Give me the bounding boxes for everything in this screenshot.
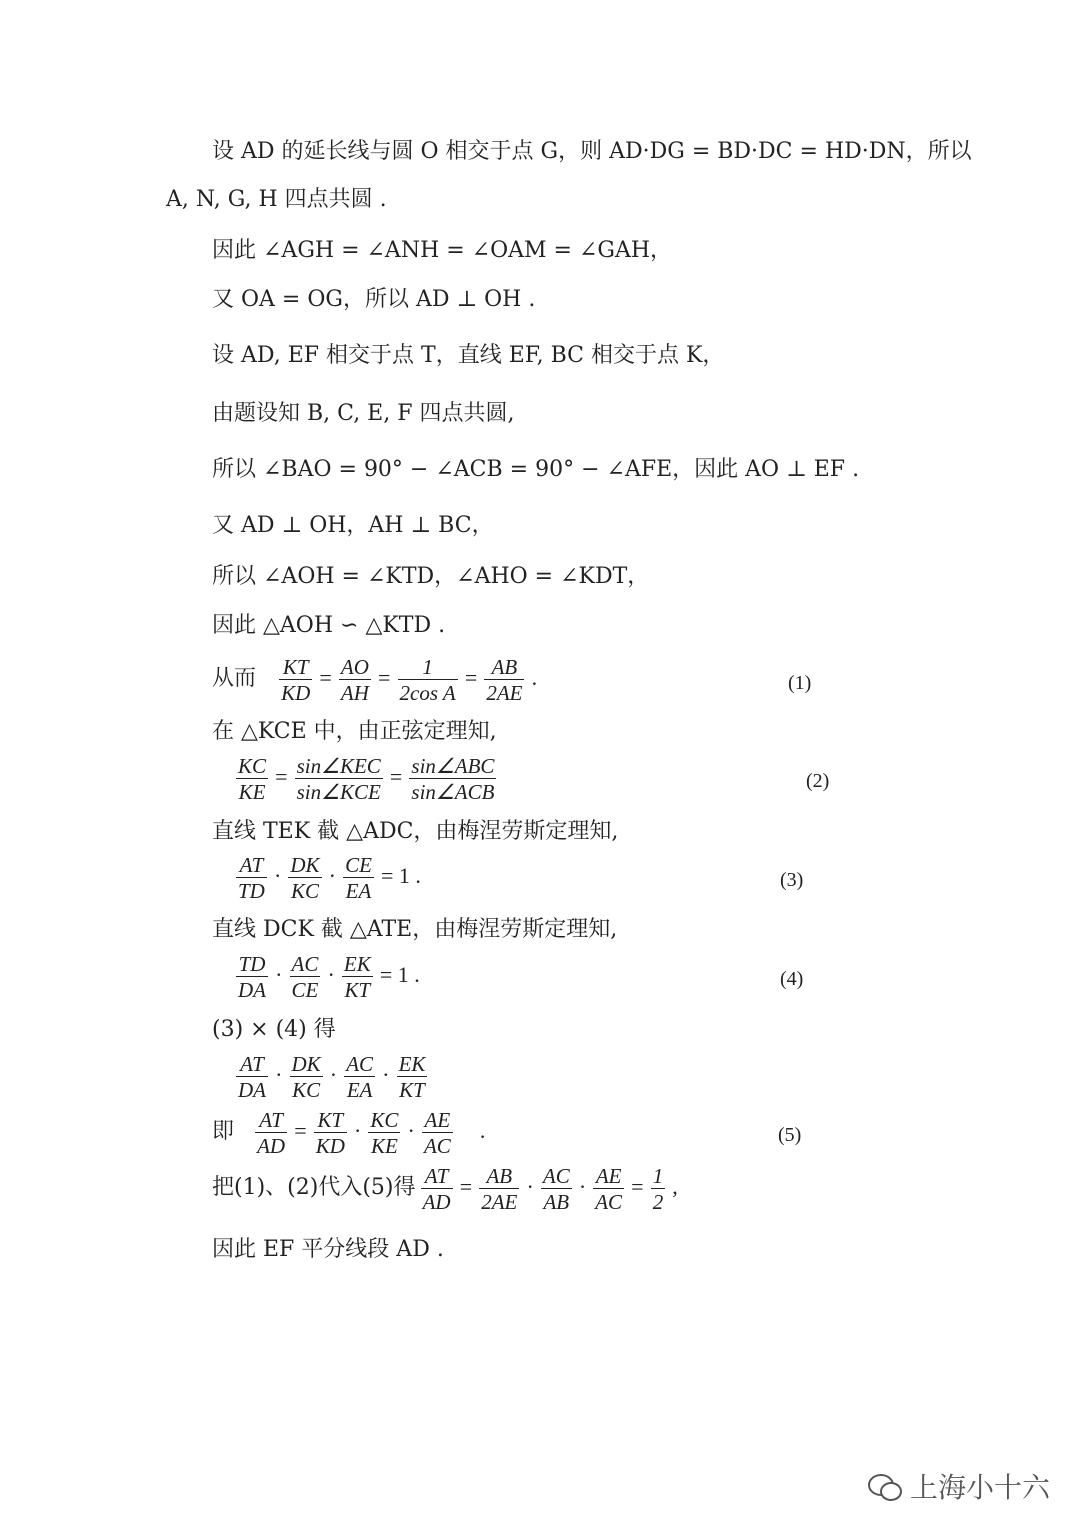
eq4-rhs: = 1 . [379, 962, 420, 987]
eq3-frac-1: $\frac{AT}{TD}$ [238, 853, 265, 903]
eq5-frac-2: $\frac{KT}{KD}$ [315, 1108, 345, 1158]
eq4-frac-2: $\frac{AC}{CE}$ [291, 952, 319, 1002]
equation-1: 从而 $\frac{KT}{KD}$ = $\frac{AO}{AH}$ = $\frac{1}{\text{2cos A}}$ = $\frac{AB}{2AE}$ . [212, 655, 538, 705]
text-line-14: 直线 TEK 截 △ADC，由梅涅劳斯定理知, [212, 819, 619, 844]
eq6-frac-5: $\frac{1}{2}$ [652, 1164, 664, 1214]
eq5-prefix: 即 [212, 1119, 235, 1144]
eq5a-frac-2: $\frac{DK}{KC}$ [291, 1052, 321, 1102]
text-line-16: 直线 DCK 截 △ATE，由梅涅劳斯定理知, [212, 917, 618, 942]
eq6-frac-4: $\frac{AE}{AC}$ [595, 1164, 623, 1214]
text-line-18: (3) × (4) 得 [212, 1017, 336, 1042]
eq1-prefix: 从而 [212, 666, 257, 691]
eq6-prefix: 把(1)、(2)代入(5)得 [212, 1175, 416, 1200]
text-line-1: 设 AD 的延长线与圆 O 相交于点 G，则 AD·DG = BD·DC = HD·DN，所以 [212, 139, 972, 164]
eq5-tail: . [479, 1118, 486, 1143]
eq-number-3: (3) [780, 869, 804, 891]
equation-2: $\frac{KC}{KE}$ = $\frac{\text{sin∠KEC}}{\text{sin∠KCE}}$ = $\frac{\text{sin∠ABC}}{\text{sin∠ACB}}$ [238, 754, 495, 804]
watermark-text: 上海小十六 [910, 1471, 1051, 1504]
eq5a-frac-1: $\frac{AT}{DA}$ [238, 1052, 266, 1102]
eq1-frac-4: $\frac{AB}{2AE}$ [486, 655, 523, 705]
eq2-frac-3: $\frac{\text{sin∠ABC}}{\text{sin∠ACB}}$ [411, 754, 495, 804]
eq1-frac-2: $\frac{AO}{AH}$ [340, 655, 369, 705]
eq6-frac-3: $\frac{AC}{AB}$ [542, 1164, 570, 1214]
watermark [868, 1466, 1050, 1506]
text-line-10: 因此 △AOH ∽ △KTD . [212, 613, 446, 638]
text-line-8: 又 AD ⊥ OH，AH ⊥ BC， [212, 513, 494, 538]
eq1-tail: . [531, 665, 538, 690]
eq-number-2: (2) [806, 770, 830, 792]
text-line-3: 因此 ∠AGH = ∠ANH = ∠OAM = ∠GAH， [212, 238, 673, 263]
eq5-frac-1: $\frac{AT}{AD}$ [257, 1108, 286, 1158]
eq1-frac-3: $\frac{1}{\text{2cos A}}$ [399, 655, 456, 705]
text-line-7: 所以 ∠BAO = 90° − ∠ACB = 90° − ∠AFE，因此 AO ⊥ EF . [212, 457, 860, 482]
equation-product: $\frac{AT}{DA}$ · $\frac{DK}{KC}$ · $\frac{AC}{EA}$ · $\frac{EK}{KT}$ [238, 1052, 426, 1102]
eq5-frac-4: $\frac{AE}{AC}$ [423, 1108, 451, 1158]
wechat-icon [868, 1472, 902, 1500]
eq3-frac-2: $\frac{DK}{KC}$ [290, 853, 320, 903]
text-line-12: 在 △KCE 中，由正弦定理知, [212, 719, 497, 744]
eq5a-frac-4: $\frac{EK}{KT}$ [398, 1052, 426, 1102]
eq5a-frac-3: $\frac{AC}{EA}$ [346, 1052, 374, 1102]
equation-3: $\frac{AT}{TD}$ · $\frac{DK}{KC}$ · $\frac{CE}{EA}$ = 1 . [238, 853, 421, 903]
equation-4: $\frac{TD}{DA}$ · $\frac{AC}{CE}$ · $\frac{EK}{KT}$ = 1 . [238, 952, 420, 1002]
eq6-tail: , [672, 1174, 678, 1199]
eq4-frac-1: $\frac{TD}{DA}$ [238, 952, 266, 1002]
text-line-2: A, N, G, H 四点共圆 . [166, 187, 387, 212]
eq3-frac-3: $\frac{CE}{EA}$ [345, 853, 372, 903]
eq2-frac-2: $\frac{\text{sin∠KEC}}{\text{sin∠KCE}}$ [296, 754, 381, 804]
eq4-frac-3: $\frac{EK}{KT}$ [343, 952, 371, 1002]
eq5-frac-3: $\frac{KC}{KE}$ [370, 1108, 399, 1158]
eq6-frac-2: $\frac{AB}{2AE}$ [481, 1164, 518, 1214]
text-line-5: 设 AD, EF 相交于点 T，直线 EF, BC 相交于点 K， [212, 343, 725, 368]
text-line-6: 由题设知 B, C, E, F 四点共圆, [212, 401, 515, 426]
text-line-4: 又 OA = OG，所以 AD ⊥ OH . [212, 287, 536, 312]
text-line-9: 所以 ∠AOH = ∠KTD，∠AHO = ∠KDT， [212, 564, 650, 589]
equation-5: 即 $\frac{AT}{AD}$ = $\frac{KT}{KD}$ · $\frac{KC}{KE}$ · $\frac{AE}{AC}$ . [212, 1108, 486, 1158]
eq6-frac-1: $\frac{AT}{AD}$ [422, 1164, 451, 1214]
text-line-22: 因此 EF 平分线段 AD . [212, 1237, 444, 1262]
eq-number-5: (5) [778, 1124, 802, 1146]
eq1-frac-1: $\frac{KT}{KD}$ [281, 655, 311, 705]
eq3-rhs: = 1 . [381, 863, 421, 888]
eq-number-1: (1) [788, 672, 812, 694]
eq-number-4: (4) [780, 968, 804, 990]
eq2-frac-1: $\frac{KC}{KE}$ [238, 754, 267, 804]
equation-6: 把(1)、(2)代入(5)得 $\frac{AT}{AD}$ = $\frac{AB}{2AE}$ · $\frac{AC}{AB}$ · $\frac{AE}{AC}$ = $\frac{1}{2}$ , [212, 1164, 678, 1214]
